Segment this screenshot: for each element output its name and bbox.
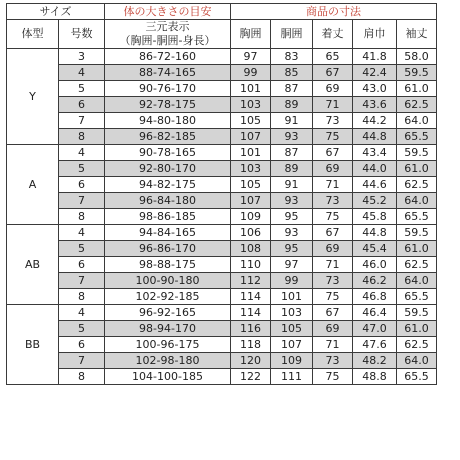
length-cell: 67 bbox=[313, 145, 353, 161]
shoulder-header: 肩巾 bbox=[353, 20, 397, 49]
three-dim-cell: 98-94-170 bbox=[105, 321, 231, 337]
sleeve-cell: 58.0 bbox=[397, 49, 437, 65]
three-dim-cell: 94-80-180 bbox=[105, 113, 231, 129]
body-type-cell: Y bbox=[7, 49, 59, 145]
three-dim-cell: 94-84-165 bbox=[105, 225, 231, 241]
shoulder-cell: 43.6 bbox=[353, 97, 397, 113]
table-row bbox=[7, 369, 437, 385]
three-dim-cell: 102-98-180 bbox=[105, 353, 231, 369]
length-cell: 69 bbox=[313, 81, 353, 97]
waist-cell: 87 bbox=[271, 81, 313, 97]
table-row bbox=[7, 289, 437, 305]
three-dim-cell: 92-78-175 bbox=[105, 97, 231, 113]
waist-cell: 91 bbox=[271, 113, 313, 129]
three-dim-cell: 98-88-175 bbox=[105, 257, 231, 273]
shoulder-cell: 45.2 bbox=[353, 193, 397, 209]
shoulder-cell: 44.8 bbox=[353, 225, 397, 241]
sleeve-cell: 65.5 bbox=[397, 209, 437, 225]
chest-cell: 114 bbox=[231, 305, 271, 321]
waist-header: 胴囲 bbox=[271, 20, 313, 49]
chest-cell: 101 bbox=[231, 81, 271, 97]
shoulder-cell: 48.2 bbox=[353, 353, 397, 369]
size-table bbox=[6, 3, 437, 385]
chest-cell: 99 bbox=[231, 65, 271, 81]
table-row bbox=[7, 193, 437, 209]
sleeve-cell: 61.0 bbox=[397, 81, 437, 97]
shoulder-cell: 44.8 bbox=[353, 129, 397, 145]
three-dim-cell: 94-82-175 bbox=[105, 177, 231, 193]
table-row bbox=[7, 65, 437, 81]
waist-cell: 93 bbox=[271, 129, 313, 145]
table-row bbox=[7, 129, 437, 145]
waist-cell: 87 bbox=[271, 145, 313, 161]
length-cell: 69 bbox=[313, 161, 353, 177]
length-cell: 67 bbox=[313, 305, 353, 321]
size-number-cell: 7 bbox=[59, 353, 105, 369]
table-row bbox=[7, 337, 437, 353]
waist-cell: 89 bbox=[271, 161, 313, 177]
length-cell: 71 bbox=[313, 257, 353, 273]
chest-cell: 109 bbox=[231, 209, 271, 225]
waist-cell: 93 bbox=[271, 225, 313, 241]
shoulder-cell: 46.8 bbox=[353, 289, 397, 305]
sleeve-cell: 59.5 bbox=[397, 305, 437, 321]
length-cell: 73 bbox=[313, 353, 353, 369]
shoulder-cell: 44.2 bbox=[353, 113, 397, 129]
table-row bbox=[7, 97, 437, 113]
table-row bbox=[7, 353, 437, 369]
chest-cell: 114 bbox=[231, 289, 271, 305]
three-dim-cell: 102-92-185 bbox=[105, 289, 231, 305]
sleeve-cell: 65.5 bbox=[397, 289, 437, 305]
waist-cell: 93 bbox=[271, 193, 313, 209]
body-type-cell: AB bbox=[7, 225, 59, 305]
size-number-cell: 6 bbox=[59, 97, 105, 113]
size-number-cell: 8 bbox=[59, 289, 105, 305]
chest-cell: 110 bbox=[231, 257, 271, 273]
chest-cell: 101 bbox=[231, 145, 271, 161]
table-row bbox=[7, 225, 437, 241]
shoulder-cell: 45.4 bbox=[353, 241, 397, 257]
sleeve-cell: 62.5 bbox=[397, 337, 437, 353]
length-cell: 75 bbox=[313, 369, 353, 385]
sleeve-cell: 61.0 bbox=[397, 161, 437, 177]
table-row bbox=[7, 161, 437, 177]
size-number-cell: 4 bbox=[59, 145, 105, 161]
sleeve-header: 袖丈 bbox=[397, 20, 437, 49]
table-row bbox=[7, 273, 437, 289]
sleeve-cell: 61.0 bbox=[397, 321, 437, 337]
shoulder-cell: 44.6 bbox=[353, 177, 397, 193]
chest-cell: 112 bbox=[231, 273, 271, 289]
length-cell: 75 bbox=[313, 209, 353, 225]
sleeve-cell: 62.5 bbox=[397, 177, 437, 193]
size-number-cell: 7 bbox=[59, 193, 105, 209]
length-cell: 67 bbox=[313, 65, 353, 81]
chest-cell: 105 bbox=[231, 113, 271, 129]
length-cell: 73 bbox=[313, 193, 353, 209]
chest-cell: 106 bbox=[231, 225, 271, 241]
size-number-cell: 5 bbox=[59, 161, 105, 177]
waist-cell: 85 bbox=[271, 65, 313, 81]
length-cell: 73 bbox=[313, 113, 353, 129]
size-number-cell: 7 bbox=[59, 113, 105, 129]
sleeve-cell: 59.5 bbox=[397, 145, 437, 161]
sleeve-cell: 64.0 bbox=[397, 193, 437, 209]
waist-cell: 111 bbox=[271, 369, 313, 385]
length-cell: 71 bbox=[313, 177, 353, 193]
waist-cell: 83 bbox=[271, 49, 313, 65]
body-type-cell: A bbox=[7, 145, 59, 225]
waist-cell: 97 bbox=[271, 257, 313, 273]
sleeve-cell: 65.5 bbox=[397, 129, 437, 145]
sleeve-cell: 62.5 bbox=[397, 257, 437, 273]
sleeve-cell: 64.0 bbox=[397, 113, 437, 129]
chest-cell: 97 bbox=[231, 49, 271, 65]
three-dim-cell: 96-92-165 bbox=[105, 305, 231, 321]
shoulder-cell: 42.4 bbox=[353, 65, 397, 81]
table-row bbox=[7, 49, 437, 65]
size-number-cell: 4 bbox=[59, 225, 105, 241]
waist-cell: 89 bbox=[271, 97, 313, 113]
chest-cell: 103 bbox=[231, 97, 271, 113]
waist-cell: 91 bbox=[271, 177, 313, 193]
size-number-cell: 8 bbox=[59, 209, 105, 225]
three-dim-cell: 90-78-165 bbox=[105, 145, 231, 161]
size-number-cell: 5 bbox=[59, 81, 105, 97]
shoulder-cell: 44.0 bbox=[353, 161, 397, 177]
table-row bbox=[7, 321, 437, 337]
chest-cell: 116 bbox=[231, 321, 271, 337]
waist-cell: 107 bbox=[271, 337, 313, 353]
table-row bbox=[7, 257, 437, 273]
sleeve-cell: 59.5 bbox=[397, 225, 437, 241]
shoulder-cell: 46.4 bbox=[353, 305, 397, 321]
waist-cell: 109 bbox=[271, 353, 313, 369]
size-chart bbox=[6, 3, 436, 385]
chest-cell: 107 bbox=[231, 129, 271, 145]
product-dims-header: 商品の寸法 bbox=[231, 4, 437, 20]
shoulder-cell: 45.8 bbox=[353, 209, 397, 225]
length-cell: 71 bbox=[313, 337, 353, 353]
chest-header: 胸囲 bbox=[231, 20, 271, 49]
display-header bbox=[105, 20, 231, 49]
waist-cell: 95 bbox=[271, 209, 313, 225]
size-number-cell: 6 bbox=[59, 337, 105, 353]
size-number-cell: 7 bbox=[59, 273, 105, 289]
shoulder-cell: 47.6 bbox=[353, 337, 397, 353]
sleeve-cell: 62.5 bbox=[397, 97, 437, 113]
table-row bbox=[7, 241, 437, 257]
sleeve-cell: 64.0 bbox=[397, 353, 437, 369]
sleeve-cell: 65.5 bbox=[397, 369, 437, 385]
chest-cell: 120 bbox=[231, 353, 271, 369]
length-cell: 67 bbox=[313, 225, 353, 241]
three-dim-cell: 96-86-170 bbox=[105, 241, 231, 257]
size-number-cell: 6 bbox=[59, 257, 105, 273]
chest-cell: 103 bbox=[231, 161, 271, 177]
length-cell: 73 bbox=[313, 273, 353, 289]
size-number-cell: 6 bbox=[59, 177, 105, 193]
display-header-line2: （胸囲-胴囲-身長） bbox=[119, 34, 216, 47]
length-cell: 75 bbox=[313, 289, 353, 305]
number-header: 号数 bbox=[59, 20, 105, 49]
length-cell: 69 bbox=[313, 241, 353, 257]
body-guide-header: 体の大きさの目安 bbox=[105, 4, 231, 20]
waist-cell: 105 bbox=[271, 321, 313, 337]
table-row bbox=[7, 209, 437, 225]
chest-cell: 122 bbox=[231, 369, 271, 385]
size-number-cell: 3 bbox=[59, 49, 105, 65]
table-row bbox=[7, 81, 437, 97]
header-row-1 bbox=[7, 4, 437, 20]
table-row bbox=[7, 113, 437, 129]
three-dim-cell: 100-96-175 bbox=[105, 337, 231, 353]
three-dim-cell: 96-82-185 bbox=[105, 129, 231, 145]
body-type-cell: BB bbox=[7, 305, 59, 385]
size-table-body bbox=[7, 4, 437, 385]
shoulder-cell: 47.0 bbox=[353, 321, 397, 337]
waist-cell: 95 bbox=[271, 241, 313, 257]
three-dim-cell: 88-74-165 bbox=[105, 65, 231, 81]
shoulder-cell: 43.0 bbox=[353, 81, 397, 97]
sleeve-cell: 61.0 bbox=[397, 241, 437, 257]
three-dim-cell: 104-100-185 bbox=[105, 369, 231, 385]
length-cell: 71 bbox=[313, 97, 353, 113]
table-row bbox=[7, 305, 437, 321]
chest-cell: 108 bbox=[231, 241, 271, 257]
three-dim-cell: 90-76-170 bbox=[105, 81, 231, 97]
size-header: サイズ bbox=[7, 4, 105, 20]
size-number-cell: 4 bbox=[59, 305, 105, 321]
three-dim-cell: 98-86-185 bbox=[105, 209, 231, 225]
length-cell: 75 bbox=[313, 129, 353, 145]
shoulder-cell: 46.2 bbox=[353, 273, 397, 289]
shoulder-cell: 41.8 bbox=[353, 49, 397, 65]
waist-cell: 103 bbox=[271, 305, 313, 321]
length-cell: 65 bbox=[313, 49, 353, 65]
waist-cell: 99 bbox=[271, 273, 313, 289]
three-dim-cell: 100-90-180 bbox=[105, 273, 231, 289]
shoulder-cell: 46.0 bbox=[353, 257, 397, 273]
size-number-cell: 5 bbox=[59, 321, 105, 337]
chest-cell: 118 bbox=[231, 337, 271, 353]
size-number-cell: 4 bbox=[59, 65, 105, 81]
shoulder-cell: 48.8 bbox=[353, 369, 397, 385]
shoulder-cell: 43.4 bbox=[353, 145, 397, 161]
table-row bbox=[7, 177, 437, 193]
type-header: 体型 bbox=[7, 20, 59, 49]
header-row-2 bbox=[7, 20, 437, 49]
three-dim-cell: 92-80-170 bbox=[105, 161, 231, 177]
size-number-cell: 8 bbox=[59, 369, 105, 385]
table-row bbox=[7, 145, 437, 161]
length-cell: 69 bbox=[313, 321, 353, 337]
size-number-cell: 5 bbox=[59, 241, 105, 257]
chest-cell: 107 bbox=[231, 193, 271, 209]
three-dim-cell: 86-72-160 bbox=[105, 49, 231, 65]
chest-cell: 105 bbox=[231, 177, 271, 193]
three-dim-cell: 96-84-180 bbox=[105, 193, 231, 209]
display-header-line1: 三元表示 bbox=[145, 20, 190, 33]
waist-cell: 101 bbox=[271, 289, 313, 305]
length-header: 着丈 bbox=[313, 20, 353, 49]
sleeve-cell: 64.0 bbox=[397, 273, 437, 289]
size-number-cell: 8 bbox=[59, 129, 105, 145]
sleeve-cell: 59.5 bbox=[397, 65, 437, 81]
